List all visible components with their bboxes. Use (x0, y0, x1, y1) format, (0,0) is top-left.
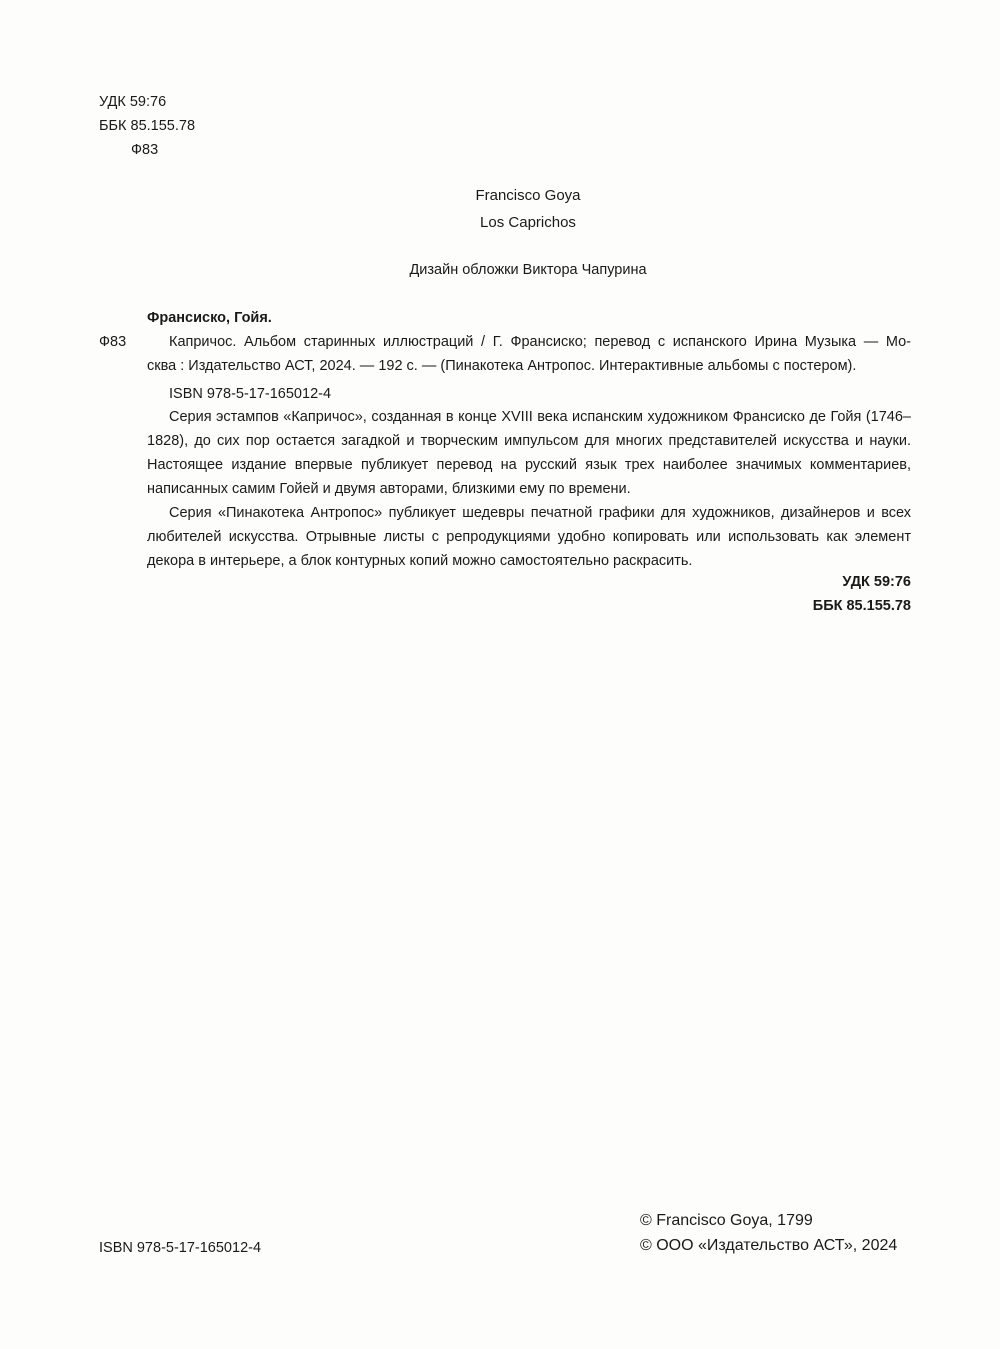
catalog-bbk: ББК 85.155.78 (812, 598, 911, 614)
original-title: Los Caprichos (480, 214, 576, 231)
annotation-paragraph-1: Серия эстампов «Капричос», созданная в конце XVIII века испанским художником Франсиско де Гойя (1746–1828), до сих пор остается загадкой и творческим импульсом для многих представителей искусства и науки. Настоящее издание впервые публикует перевод на русский язык трех наиболее значимых комментариев, написанных самим Гойей и двумя авторами, близкими ему по времени. (147, 409, 911, 497)
catalog-description-line1: Капричос. Альбом старинных иллюстраций / Г. Франсиско; перевод с испанского Ирина Музыка — Мо- (169, 334, 911, 350)
copyright-publisher: © ООО «Издательство АСТ», 2024 (640, 1237, 898, 1254)
catalog-description-line2: сква : Издательство АСТ, 2024. — 192 с. — (Пинакотека Антропос. Интерактивные альбомы с постером). (147, 358, 857, 374)
catalog-isbn: ISBN 978-5-17-165012-4 (169, 386, 332, 402)
annotation-paragraph-2: Серия «Пинакотека Антропос» публикует шедевры печатной графики для художников, дизайнеров и всех любителей искусства. Отрывные листы с репродукциями удобно копировать или использовать как элемент декора в интерьере, а блок контурных копий можно самостоятельно раскрасить. (147, 505, 911, 569)
header-udk: УДК 59:76 (99, 94, 167, 110)
footer-isbn: ISBN 978-5-17-165012-4 (99, 1240, 262, 1256)
copyright-author: © Francisco Goya, 1799 (640, 1212, 813, 1229)
catalog-udk: УДК 59:76 (842, 574, 911, 590)
catalog-author-mark: Ф83 (99, 334, 127, 350)
header-bbk: ББК 85.155.78 (99, 118, 196, 134)
catalog-author-heading: Франсиско, Гойя. (147, 310, 272, 326)
original-author: Francisco Goya (475, 187, 581, 204)
header-author-mark: Ф83 (131, 142, 159, 158)
cover-design-credit: Дизайн обложки Виктора Чапурина (409, 262, 647, 278)
